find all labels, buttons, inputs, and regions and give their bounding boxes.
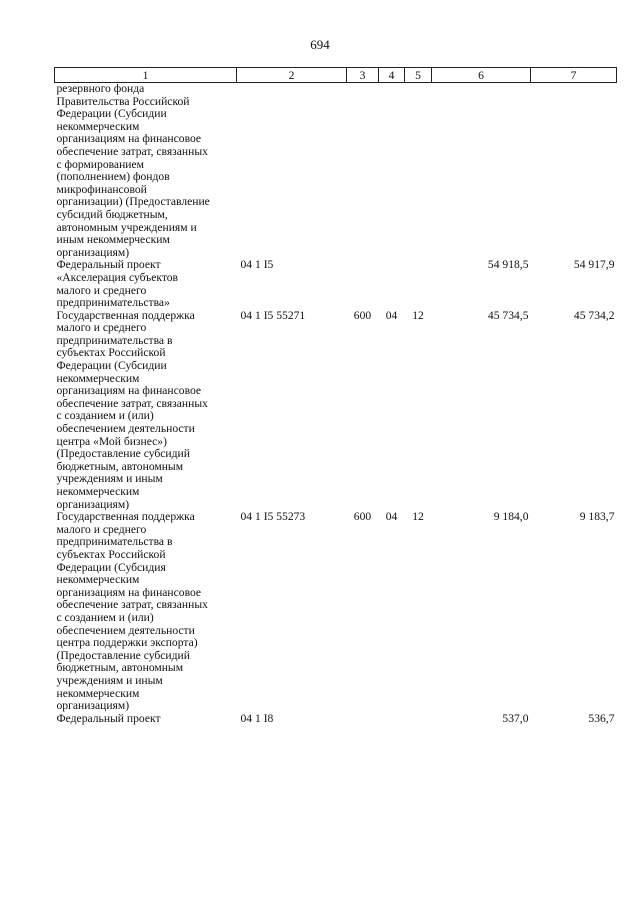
row-description bbox=[55, 259, 237, 309]
row-description bbox=[55, 511, 237, 713]
budget-table bbox=[54, 67, 617, 725]
row-code: 04 1 I5 55271 bbox=[240, 308, 306, 322]
row-col-5: 12 bbox=[412, 510, 424, 524]
row-amount-6: 537,0 bbox=[502, 711, 529, 725]
row-amount-7: 54 917,9 bbox=[573, 258, 615, 272]
row-amount-7 bbox=[531, 83, 617, 260]
row-col-5 bbox=[405, 259, 432, 309]
row-col-3 bbox=[347, 713, 379, 726]
column-header-6: 6 bbox=[432, 68, 531, 83]
row-col-3: 600 bbox=[353, 510, 372, 524]
row-amount-7: 536,7 bbox=[588, 711, 615, 725]
description-text: резервного фонда Правительства Российской Федерации (Субсидии некоммерческим организациям на финансовое обеспечение затрат, связанных с формированием (пополнением) фондов микрофинансовой организации) (Предоставление субсидий бюджетным, автономным учреждениям и иным некоммерческим организациям) bbox=[56, 82, 210, 259]
row-col-4: 04 bbox=[385, 510, 398, 524]
row-description bbox=[55, 83, 237, 260]
row-col-5 bbox=[405, 83, 432, 260]
row-col-4 bbox=[379, 713, 405, 726]
row-col-3: 600 bbox=[353, 308, 372, 322]
column-header-3: 3 bbox=[347, 68, 379, 83]
row-col-5: 12 bbox=[412, 308, 424, 322]
row-amount-7: 45 734,2 bbox=[573, 308, 615, 322]
column-header-2: 2 bbox=[237, 68, 347, 83]
table-row bbox=[55, 83, 617, 260]
column-header-5: 5 bbox=[405, 68, 432, 83]
table-row bbox=[55, 511, 617, 713]
row-amount-6: 45 734,5 bbox=[487, 308, 529, 322]
row-col-5 bbox=[405, 713, 432, 726]
row-col-4 bbox=[379, 83, 405, 260]
column-header-4: 4 bbox=[379, 68, 405, 83]
row-amount-6 bbox=[432, 83, 531, 260]
column-header-1: 1 bbox=[55, 68, 237, 83]
row-col-3 bbox=[347, 259, 379, 309]
description-text: Государственная поддержка малого и среднего предпринимательства в субъектах Российской Федерации (Субсидии некоммерческим организациям на финансовое обеспечение затрат, связанных с созданием и (или) обеспечением деятельности центра «Мой бизнес») (Предоставление субсидий бюджетным, автономным учреждениям и иным некоммерческим организациям) bbox=[56, 308, 208, 511]
row-amount-7: 9 183,7 bbox=[579, 510, 615, 524]
row-code bbox=[237, 83, 347, 260]
row-code: 04 1 I5 bbox=[240, 258, 274, 272]
table-row bbox=[55, 310, 617, 512]
column-header-7: 7 bbox=[531, 68, 617, 83]
row-amount-6: 54 918,5 bbox=[487, 258, 529, 272]
header-row bbox=[55, 68, 617, 83]
row-col-4: 04 bbox=[385, 308, 398, 322]
table-row bbox=[55, 259, 617, 309]
row-code: 04 1 I8 bbox=[240, 711, 274, 725]
row-description bbox=[55, 310, 237, 512]
row-description bbox=[55, 713, 237, 726]
row-amount-6: 9 184,0 bbox=[493, 510, 529, 524]
page-number: 694 bbox=[310, 37, 330, 52]
row-code: 04 1 I5 55273 bbox=[240, 510, 306, 524]
description-text: Федеральный проект «Акселерация субъектов малого и среднего предпринимательства» bbox=[56, 258, 179, 310]
description-text: Федеральный проект bbox=[56, 711, 161, 725]
row-col-4 bbox=[379, 259, 405, 309]
description-text: Государственная поддержка малого и среднего предпринимательства в субъектах Российской Федерации (Субсидия некоммерческим организациям на финансовое обеспечение затрат, связанных с созданием и (или) обеспечением деятельности центра поддержки экспорта) (Предоставление субсидий бюджетным, автономным учреждениям и иным некоммерческим организациям) bbox=[56, 510, 208, 713]
table-row bbox=[55, 713, 617, 726]
row-col-3 bbox=[347, 83, 379, 260]
